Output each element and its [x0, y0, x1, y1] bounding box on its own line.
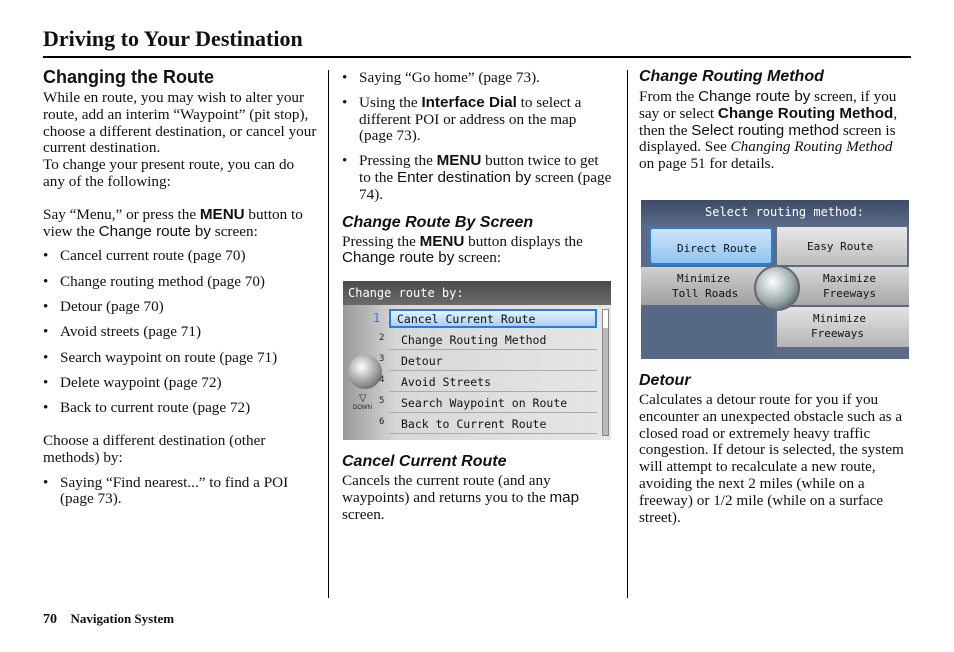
section-heading-changing-route: Changing the Route	[43, 67, 214, 87]
column-3	[639, 68, 911, 173]
minimize-toll-roads-button[interactable]: Minimize Toll Roads	[641, 267, 773, 305]
list-item: • Pressing the MENU button twice to get to the Enter destination by screen (page 74).	[342, 153, 612, 203]
menu-row-number: 3	[379, 354, 385, 364]
menu-row-number: 1	[373, 311, 381, 325]
page-number: 70	[43, 612, 57, 627]
list-item: • Detour (page 70)	[43, 299, 318, 316]
section-heading-cancel-current-route: Cancel Current Route	[342, 453, 507, 470]
down-arrow-icon: ▽	[359, 393, 367, 404]
interface-dial-icon	[754, 265, 800, 311]
list-item: • Using the Interface Dial to select a different POI or address on the map (page 73).	[342, 95, 612, 145]
menu-row-label: Change Routing Method	[401, 333, 547, 347]
intro-paragraph: While en route, you may wish to alter your route, add an interim “Waypoint” (pit stop), choose a different destination, or cancel your current destination.	[43, 89, 317, 157]
instructions-paragraph: To change your present route, you can do any of the following:	[43, 156, 295, 190]
easy-route-button[interactable]: Easy Route	[777, 227, 907, 265]
scrollbar[interactable]	[602, 309, 609, 436]
cancel-route-paragraph: Cancels the current route (and any waypoints) and returns you to the map screen.	[342, 472, 580, 523]
menu-row[interactable]	[379, 330, 597, 350]
footer	[43, 611, 174, 628]
list-item: • Change routing method (page 70)	[43, 274, 318, 291]
section-heading-change-route-screen: Change Route By Screen	[342, 213, 534, 231]
section-heading-change-routing-method: Change Routing Method	[639, 68, 824, 85]
menu-row[interactable]	[379, 393, 597, 413]
menu-row-label: Back to Current Route	[401, 417, 547, 431]
list-item: • Delete waypoint (page 72)	[43, 375, 318, 392]
direct-route-button[interactable]: Direct Route	[649, 227, 773, 265]
menu-row[interactable]	[379, 414, 597, 434]
menu-row-number: 5	[379, 396, 385, 406]
menu-row-number: 4	[379, 375, 385, 385]
list-item: • Back to current route (page 72)	[43, 400, 318, 417]
menu-row-label: Cancel Current Route	[397, 312, 536, 326]
menu-row-number: 6	[379, 417, 385, 427]
column-divider-2	[627, 70, 628, 598]
detour-paragraph: Calculates a detour route for you if you encounter an unexpected obstacle such as a closed road or extremely heavy traffic congestion. If detour is selected, the system will attempt to recalculate a new route, avoiding the next 2 miles (while on a freeway) or 1/2 mile (while on a surface street).	[639, 391, 904, 526]
menu-row-label: Search Waypoint on Route	[401, 396, 568, 410]
menu-row[interactable]	[379, 351, 597, 371]
change-route-paragraph: Pressing the MENU button displays the Change route by screen:	[342, 232, 583, 267]
list-item: • Saying “Find nearest...” to find a POI (page 73).	[43, 475, 318, 509]
list-item: • Avoid streets (page 71)	[43, 324, 318, 341]
column-2	[342, 70, 612, 267]
change-route-screen	[343, 281, 611, 440]
footer-label: Navigation System	[70, 611, 175, 626]
destination-methods-list-continued	[342, 70, 612, 204]
page-title: Driving to Your Destination	[43, 26, 303, 51]
say-menu-paragraph: Say “Menu,” or press the MENU button to view the Change route by screen:	[43, 205, 303, 240]
column-3-bottom	[639, 372, 911, 526]
screen-title: Change route by:	[348, 286, 464, 300]
header-rule	[43, 56, 911, 58]
route-options-list	[43, 248, 318, 417]
section-heading-detour: Detour	[639, 372, 691, 389]
column-2-bottom	[342, 453, 612, 523]
list-item: • Saying “Go home” (page 73).	[342, 70, 612, 87]
minimize-freeways-button[interactable]: Minimize Freeways	[777, 307, 909, 347]
column-1	[43, 67, 318, 508]
menu-row-label: Detour	[401, 354, 443, 368]
destination-methods-list	[43, 475, 318, 509]
list-item: • Cancel current route (page 70)	[43, 248, 318, 265]
menu-row-label: Avoid Streets	[401, 375, 492, 389]
menu-row[interactable]	[379, 372, 597, 392]
column-divider-1	[328, 70, 329, 598]
down-label: DOWN	[353, 405, 372, 411]
select-routing-method-screen	[641, 200, 909, 359]
maximize-freeways-button[interactable]: Maximize Freeways	[777, 267, 909, 305]
destination-paragraph: Choose a different destination (other methods) by:	[43, 431, 266, 466]
screen-title-bar	[343, 281, 611, 305]
list-item: • Search waypoint on route (page 71)	[43, 350, 318, 367]
menu-row[interactable]	[373, 309, 597, 328]
interface-dial-icon	[348, 354, 385, 389]
routing-method-paragraph: From the Change route by screen, if you say or select Change Routing Method, then the Select routing method screen is displayed. See Changing Routing Method on page 51 for details.	[639, 88, 898, 173]
menu-row-number: 2	[379, 333, 385, 343]
screen-title: Select routing method:	[705, 205, 864, 219]
